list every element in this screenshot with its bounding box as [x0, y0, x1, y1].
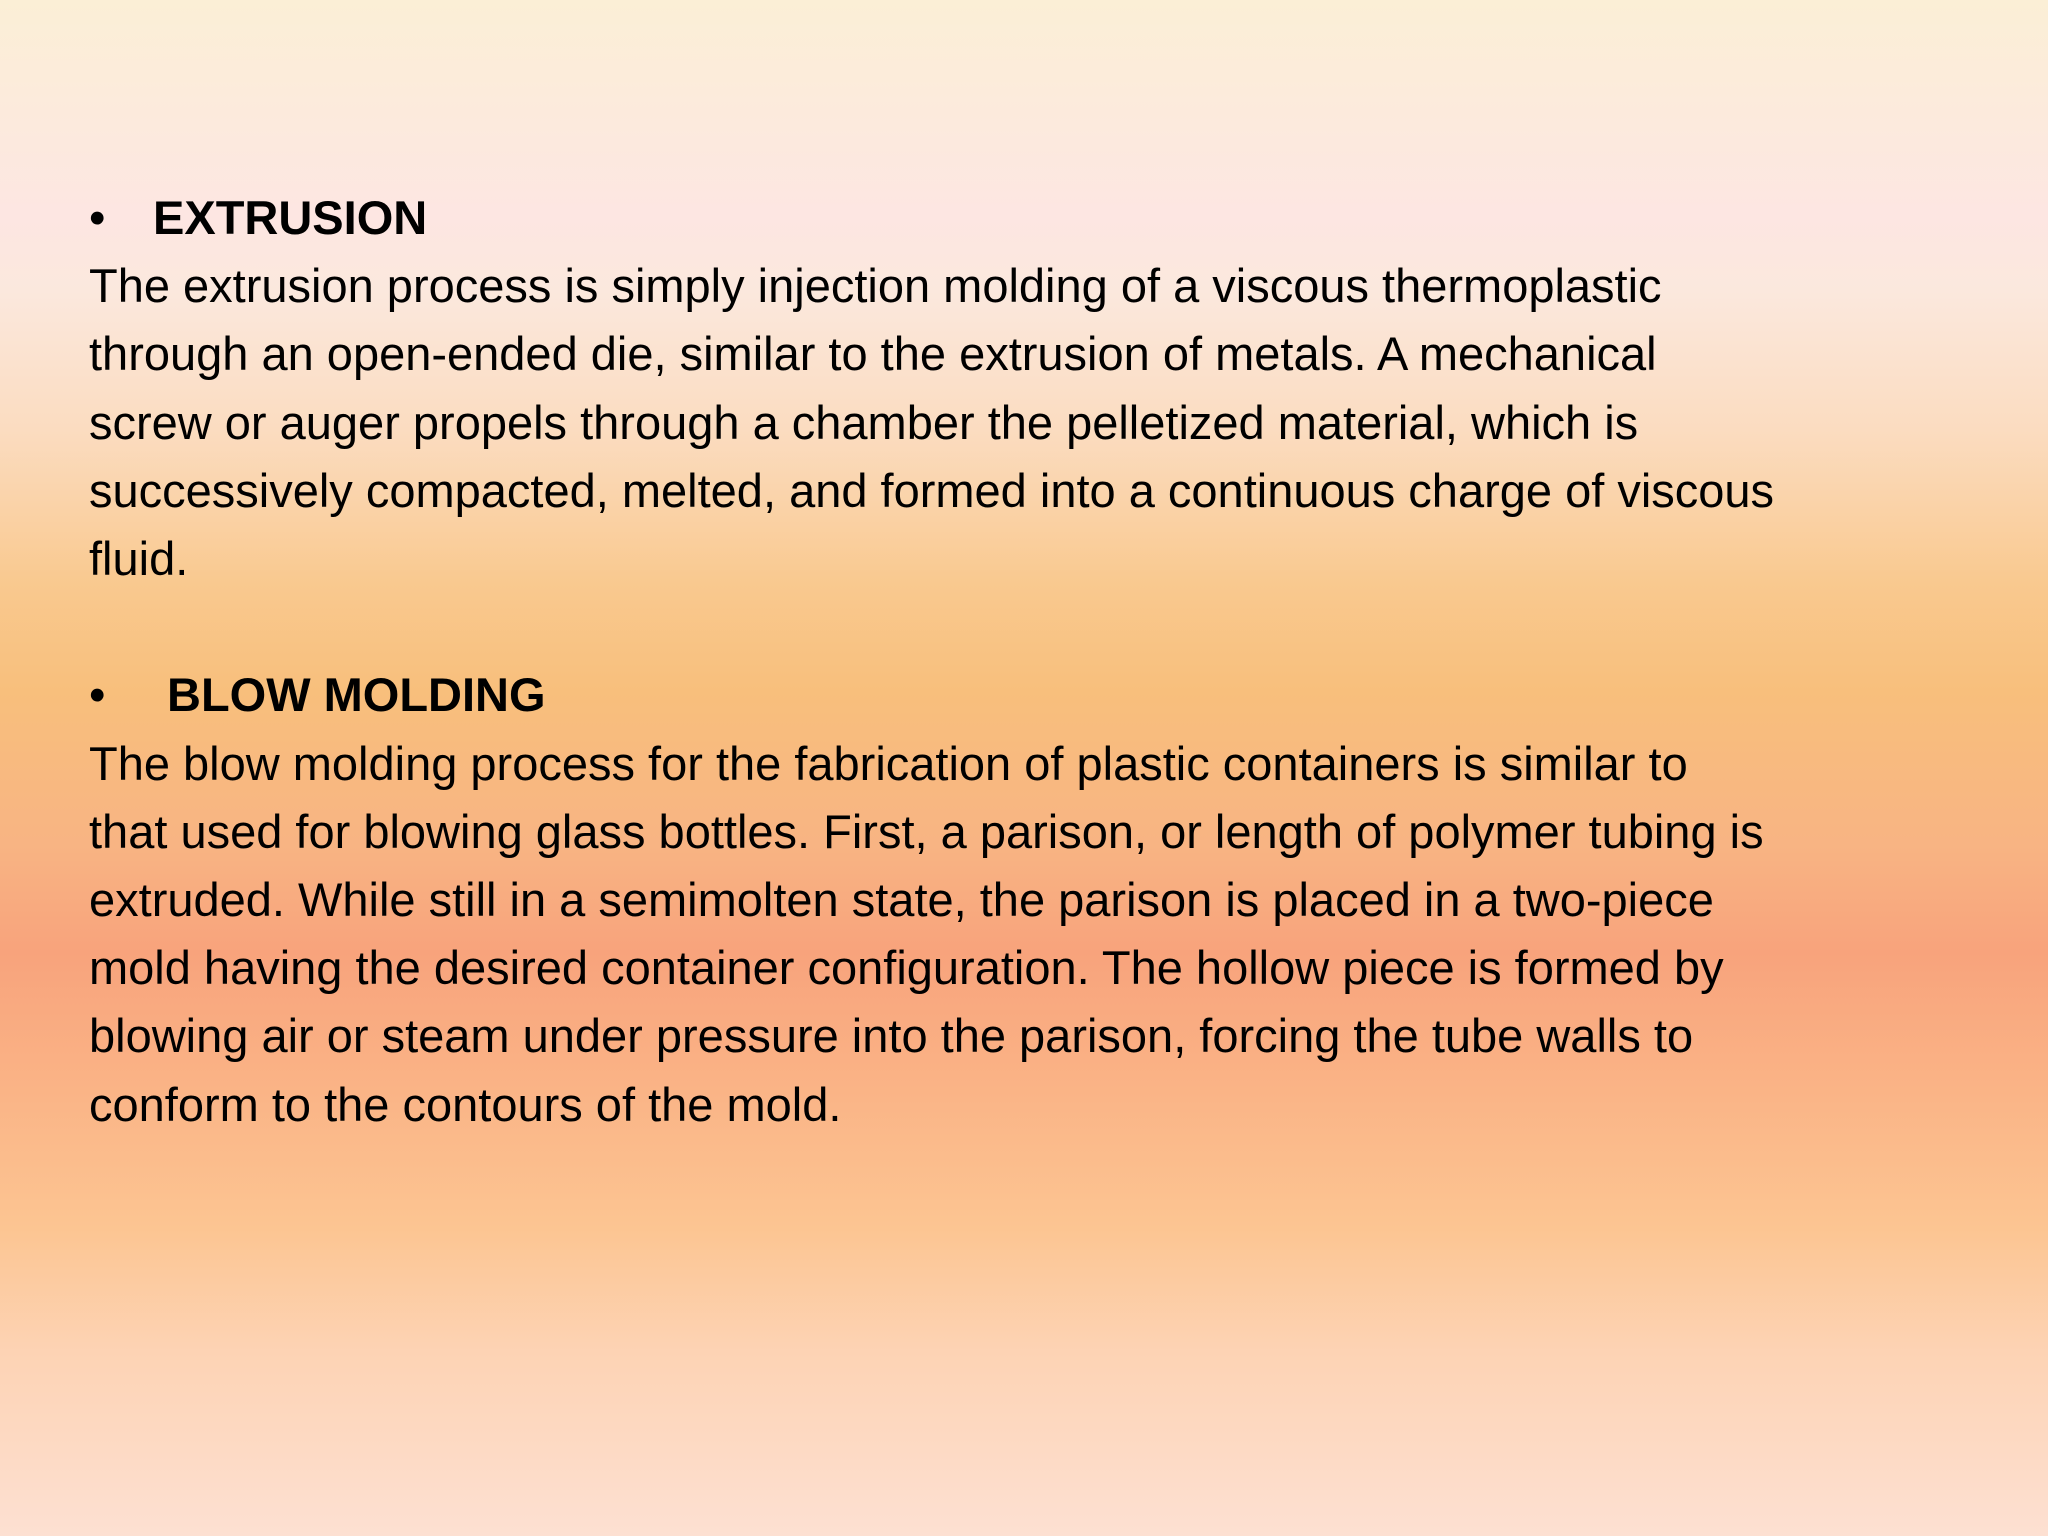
heading-text: BLOW MOLDING: [167, 668, 546, 722]
paragraph-line: that used for blowing glass bottles. First, a parison, or length of polymer tubing is: [89, 804, 1764, 858]
extrusion-paragraph: [89, 252, 2009, 593]
heading-text: EXTRUSION: [153, 191, 428, 244]
paragraph-line: mold having the desired container configuration. The hollow piece is formed by: [89, 941, 1724, 995]
paragraph-line: successively compacted, melted, and formed into a continuous charge of viscous: [89, 463, 1775, 517]
paragraph-line: screw or auger propels through a chamber the pelletized material, which is: [89, 395, 1639, 449]
paragraph-line: The blow molding process for the fabrication of plastic containers is similar to: [89, 736, 1688, 790]
section-heading-extrusion: [89, 184, 2009, 252]
paragraph-line: extruded. While still in a semimolten state, the parison is placed in a two-piece: [89, 873, 1714, 927]
paragraph-line: The extrusion process is simply injection molding of a viscous thermoplastic: [89, 259, 1662, 313]
paragraph-line: conform to the contours of the mold.: [89, 1077, 842, 1131]
section-heading-blow-molding: [89, 661, 2009, 729]
bullet-icon: •: [89, 191, 106, 244]
bullet-icon: •: [89, 668, 106, 722]
slide-body: [89, 184, 2009, 1139]
paragraph-line: fluid.: [89, 532, 189, 586]
paragraph-line: blowing air or steam under pressure into the parison, forcing the tube walls to: [89, 1009, 1694, 1063]
section-spacer: [89, 593, 2009, 661]
paragraph-line: through an open-ended die, similar to the extrusion of metals. A mechanical: [89, 327, 1657, 381]
blow-molding-paragraph: [89, 730, 2009, 1139]
